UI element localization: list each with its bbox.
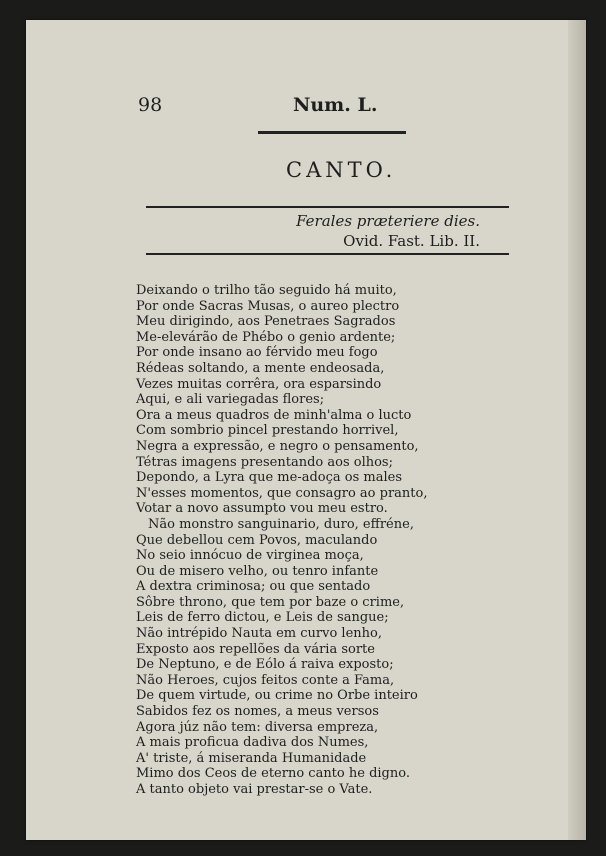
page-gutter	[568, 20, 586, 840]
section-title: CANTO.	[286, 158, 397, 182]
poem-line: Sabidos fez os nomes, a meus versos	[136, 704, 379, 720]
epigraph-quote: Ferales præteriere dies.	[296, 212, 480, 230]
poem-line: Aqui, e ali variegadas flores;	[136, 392, 325, 408]
poem-line: Que debellou cem Povos, maculando	[136, 532, 378, 548]
poem-line: Não intrépido Nauta em curvo lenho,	[136, 626, 382, 642]
poem-line: A mais proficua dadiva dos Numes,	[136, 735, 369, 751]
poem-line: De Neptuno, e de Eólo á raiva exposto;	[136, 657, 394, 673]
poem-line: Vezes muitas corrêra, ora esparsindo	[136, 376, 382, 392]
poem-line: A' triste, á miseranda Humanidade	[136, 750, 367, 766]
poem-line: Por onde Sacras Musas, o aureo plectro	[136, 298, 400, 314]
poem-line: Agora júz não tem: diversa empreza,	[136, 719, 379, 735]
poem-line: Negra a expressão, e negro o pensamento,	[136, 438, 419, 454]
poem-line: Não monstro sanguinario, duro, effréne,	[148, 516, 414, 532]
poem-line: Ou de misero velho, ou tenro infante	[136, 563, 379, 579]
poem-line: Tétras imagens presentando aos olhos;	[136, 454, 393, 470]
poem-line: Me-elevárão de Phébo o genio ardente;	[136, 329, 396, 345]
epigraph	[236, 212, 480, 251]
poem-line: Depondo, a Lyra que me-adoça os males	[136, 470, 403, 486]
page-number: 98	[138, 94, 163, 116]
running-head: Num. L.	[293, 94, 378, 116]
poem-line: N'esses momentos, que consagro ao pranto,	[136, 485, 428, 501]
poem-line: Votar a novo assumpto vou meu estro.	[136, 501, 388, 517]
poem-line: Leis de ferro dictou, e Leis de sangue;	[136, 610, 389, 626]
epigraph-citation: Ovid. Fast. Lib. II.	[343, 232, 480, 250]
poem-line: Ora a meus quadros de minh'alma o lucto	[136, 407, 412, 423]
page-header	[138, 94, 398, 120]
poem-line: Não Heroes, cujos feitos conte a Fama,	[136, 672, 395, 688]
poem-line: Com sombrio pincel prestando horrivel,	[136, 423, 399, 439]
poem-line: Sôbre throno, que tem por baze o crime,	[136, 594, 405, 610]
poem-line: No seio innócuo de virginea moça,	[136, 548, 364, 564]
poem-line: Deixando o trilho tão seguido há muito,	[136, 283, 397, 298]
poem-body	[136, 283, 456, 798]
epigraph-rule-top	[146, 206, 509, 208]
poem-line: Exposto aos repellões da vária sorte	[136, 641, 375, 657]
epigraph-rule-bottom	[146, 253, 509, 255]
book-page	[26, 20, 586, 840]
poem-line: A dextra criminosa; ou que sentado	[136, 579, 371, 595]
poem-line: Mimo dos Ceos de eterno canto he digno.	[136, 766, 410, 782]
ornamental-rule	[258, 131, 406, 134]
poem-line: Meu dirigindo, aos Penetraes Sagrados	[136, 314, 396, 330]
poem-line: A tanto objeto vai prestar-se o Vate.	[136, 782, 373, 797]
poem-line: De quem virtude, ou crime no Orbe inteiro	[136, 688, 418, 704]
poem-line: Rédeas soltando, a mente endeosada,	[136, 360, 385, 376]
poem-line: Por onde insano ao férvido meu fogo	[136, 345, 378, 361]
